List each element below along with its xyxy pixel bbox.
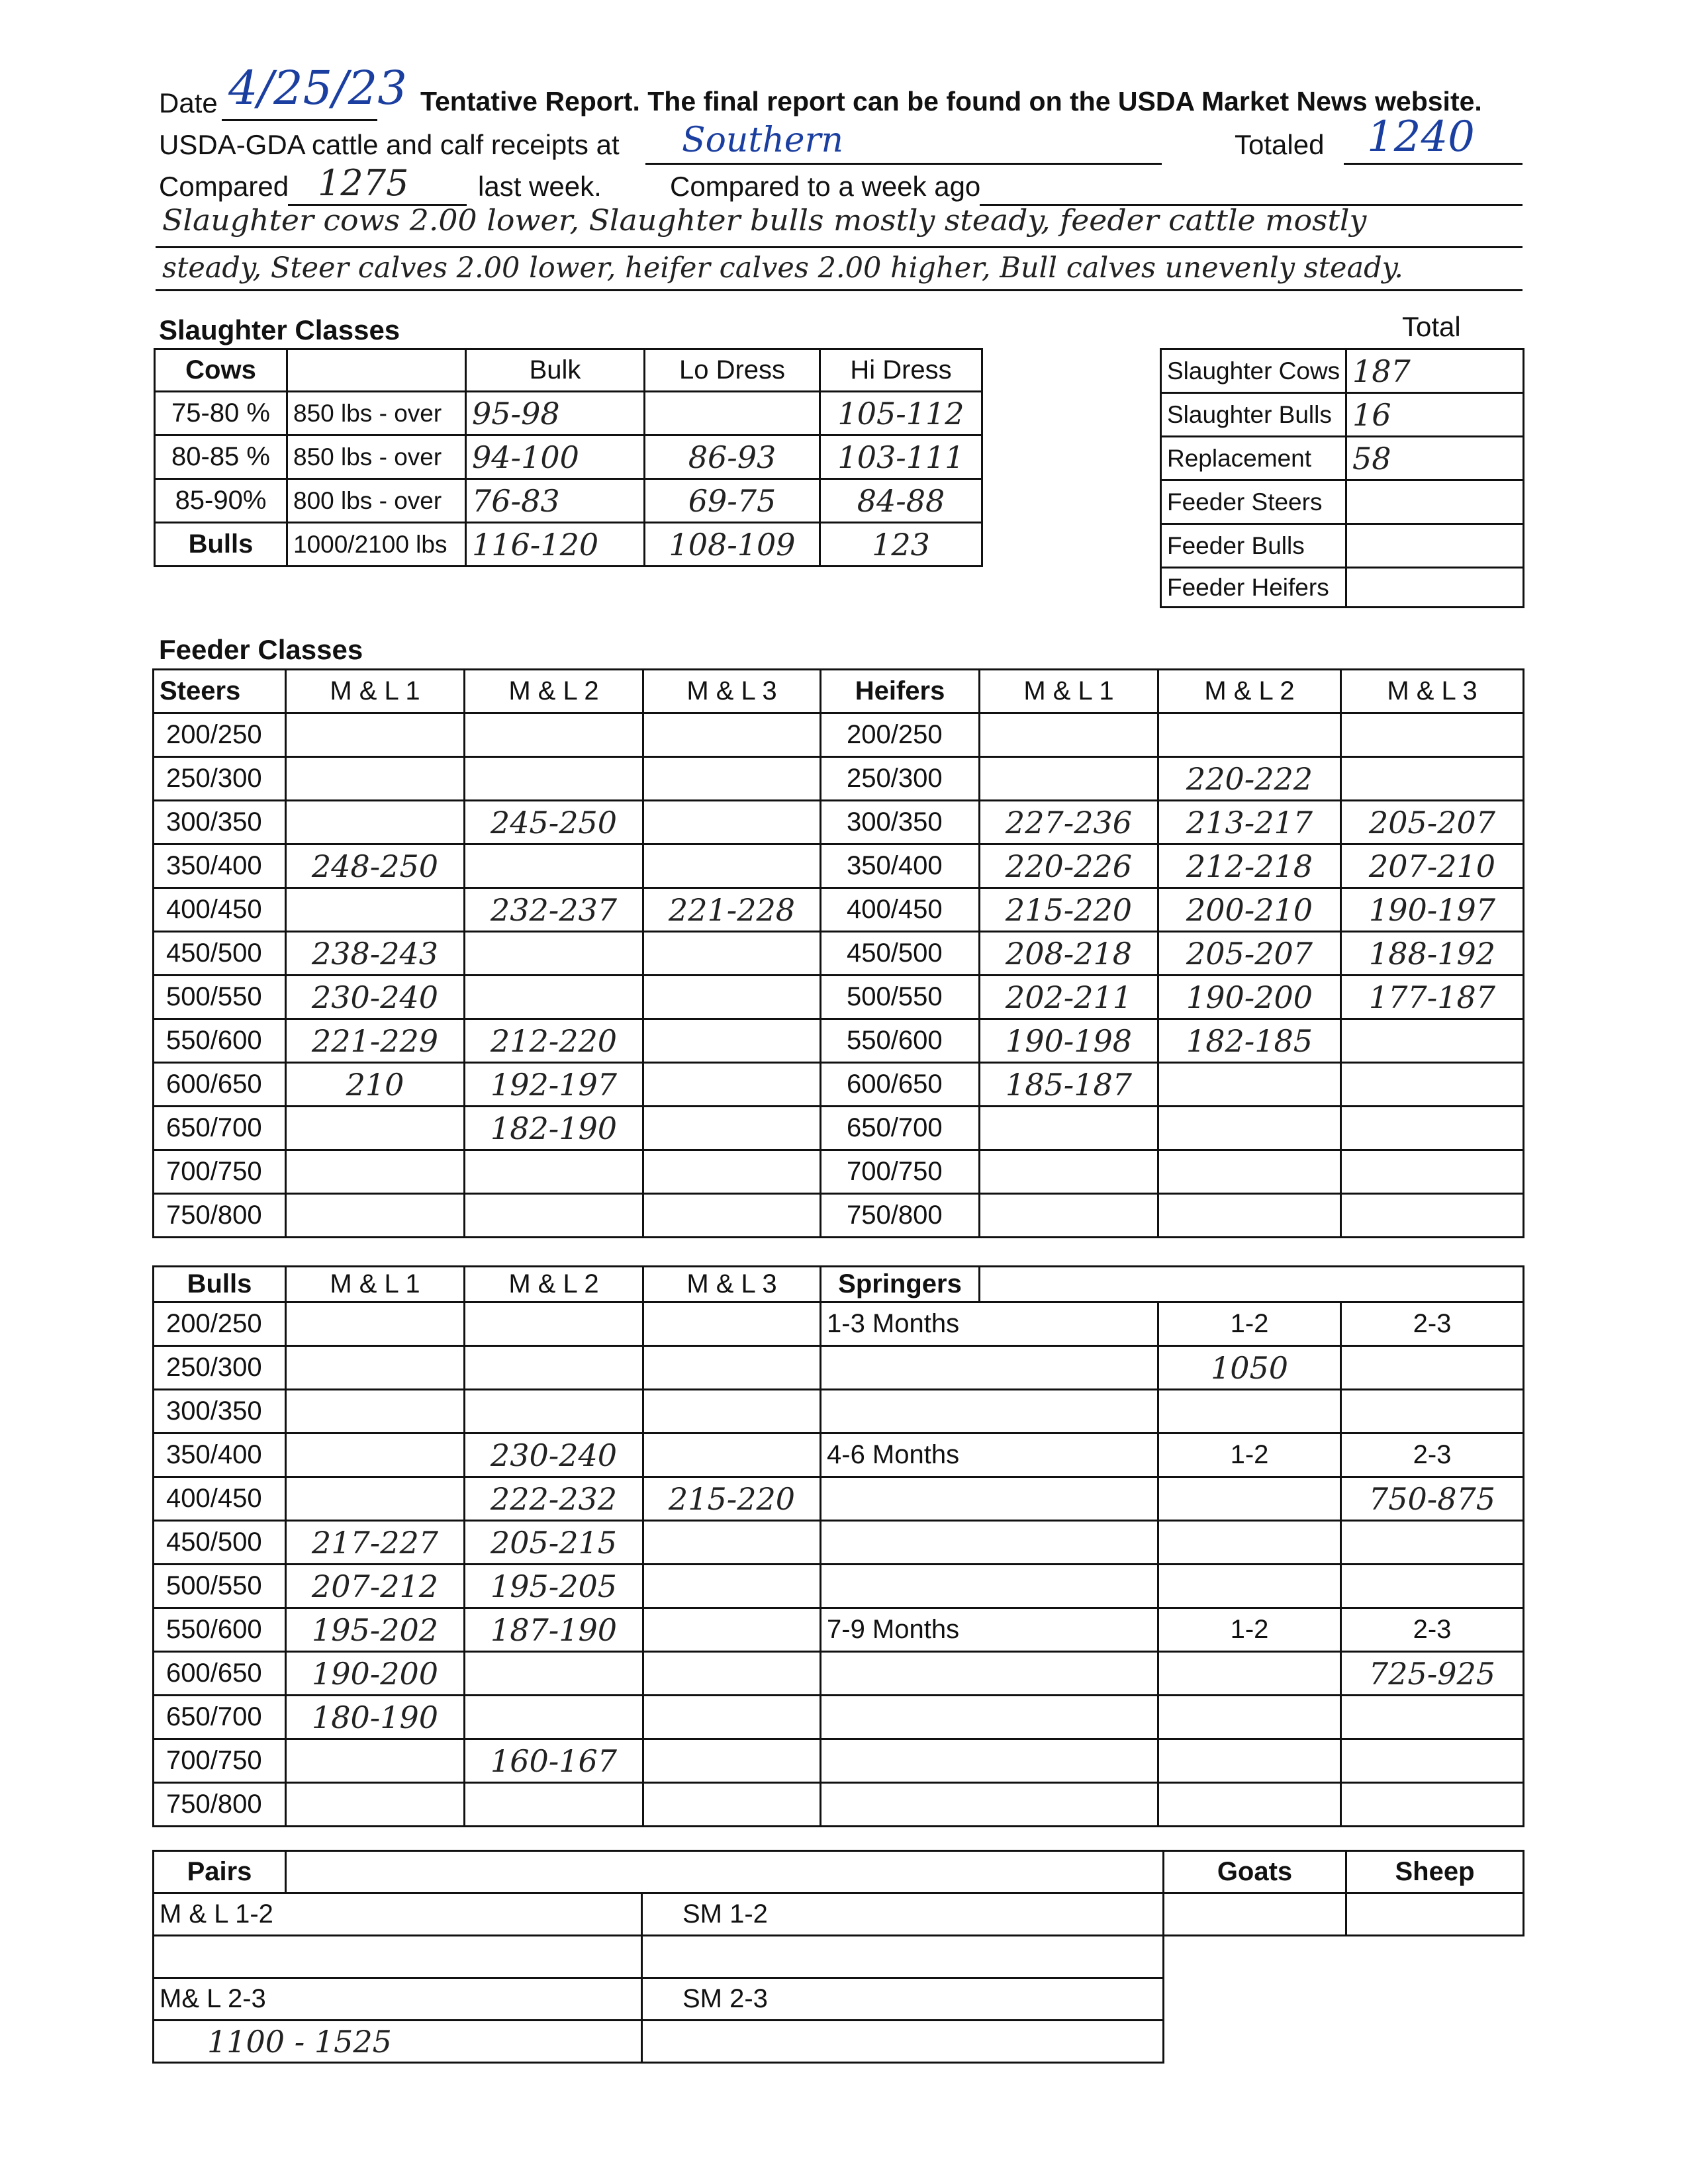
bull-weight-cell: 700/750 — [154, 1739, 286, 1783]
weight-cell: 850 lbs - over — [287, 392, 466, 435]
springer-grade-23-price: 750-875 — [1368, 1480, 1496, 1517]
springer-age-label — [821, 1477, 1158, 1521]
feeder-row — [154, 1150, 1524, 1194]
heifer-weight-cell: 500/550 — [821, 976, 980, 1019]
heifer-ml1-price: 215-220 — [1005, 891, 1133, 928]
bulls-header: Bulls — [154, 1267, 286, 1302]
heifer-ml2-price: 205-207 — [1186, 935, 1313, 972]
grade-cell: 85-90% — [155, 479, 287, 523]
steer-ml1-price: 238-243 — [311, 935, 439, 972]
steer-weight-cell: 500/550 — [154, 976, 286, 1019]
bulk-price: 94-100 — [472, 439, 579, 475]
bull-row — [154, 1433, 1524, 1477]
bull-row — [154, 1783, 1524, 1827]
feeder-row — [154, 888, 1524, 932]
heifer-weight-cell: 600/650 — [821, 1063, 980, 1107]
feeder-row — [154, 976, 1524, 1019]
springer-age-label — [821, 1696, 1158, 1739]
springer-grade-23-label: 2-3 — [1341, 1608, 1524, 1652]
ml23-label: M& L 2-3 — [154, 1978, 642, 2021]
totaled-underline — [1344, 163, 1523, 165]
pairs-table — [152, 1850, 1524, 2064]
total-label: Feeder Bulls — [1161, 524, 1346, 568]
last-week-label: last week. — [478, 171, 602, 202]
weight-cell: 1000/2100 lbs — [287, 523, 466, 567]
bulls-table — [152, 1265, 1524, 1827]
bull-ml2-price: 195-205 — [490, 1568, 618, 1604]
totaled-value: 1240 — [1367, 113, 1475, 161]
feeder-classes-title: Feeder Classes — [159, 634, 363, 665]
springer-age-label — [821, 1739, 1158, 1783]
heifer-weight-cell: 650/700 — [821, 1107, 980, 1150]
total-label: Feeder Steers — [1161, 480, 1346, 524]
total-value: 187 — [1352, 353, 1411, 389]
feeder-row — [154, 713, 1524, 757]
steer-weight-cell: 450/500 — [154, 932, 286, 976]
bull-weight-cell: 200/250 — [154, 1302, 286, 1346]
bull-ml2-price: 222-232 — [490, 1480, 618, 1517]
total-label: Slaughter Bulls — [1161, 393, 1346, 437]
lo-dress-price: 69-75 — [688, 482, 776, 519]
market-comment-line-1: Slaughter cows 2.00 lower, Slaughter bulls mostly steady, feeder cattle mostly — [162, 204, 1367, 238]
sheep-header: Sheep — [1346, 1851, 1524, 1893]
bull-ml2-price: 187-190 — [490, 1612, 618, 1648]
date-label: Date — [159, 87, 218, 118]
heifer-ml2-price: 182-185 — [1186, 1023, 1313, 1059]
bull-weight-cell: 550/600 — [154, 1608, 286, 1652]
springer-age-label — [821, 1521, 1158, 1565]
grade-cell: Bulls — [155, 523, 287, 567]
heifer-ml1-header: M & L 1 — [980, 670, 1158, 713]
total-label: Feeder Heifers — [1161, 568, 1346, 608]
bull-ml1-price: 195-202 — [311, 1612, 439, 1648]
weight-cell: 850 lbs - over — [287, 435, 466, 479]
heifer-weight-cell: 750/800 — [821, 1194, 980, 1238]
feeder-row — [154, 932, 1524, 976]
bull-row — [154, 1302, 1524, 1346]
springer-age-label — [821, 1565, 1158, 1608]
heifer-ml1-price: 227-236 — [1005, 804, 1133, 841]
grade-cell: 75-80 % — [155, 392, 287, 435]
heifer-ml1-price: 220-226 — [1005, 848, 1133, 884]
comment-underline-1 — [156, 246, 1523, 248]
hi-dress-price: 123 — [872, 526, 930, 563]
bull-row — [154, 1477, 1524, 1521]
heifer-weight-cell: 700/750 — [821, 1150, 980, 1194]
bulk-price: 116-120 — [472, 526, 599, 563]
hi-dress-price: 84-88 — [857, 482, 945, 519]
heifer-ml3-price: 207-210 — [1368, 848, 1496, 884]
steer-ml2-price: 245-250 — [490, 804, 618, 841]
springer-age-label: 1-3 Months — [821, 1302, 1158, 1346]
steer-ml2-price: 192-197 — [490, 1066, 618, 1103]
slaughter-classes-title: Slaughter Classes — [159, 314, 400, 345]
springers-header: Springers — [821, 1267, 980, 1302]
heifer-weight-cell: 450/500 — [821, 932, 980, 976]
steers-header: Steers — [154, 670, 286, 713]
heifer-ml1-price: 202-211 — [1005, 979, 1133, 1015]
steer-ml2-price: 232-237 — [490, 891, 618, 928]
feeder-row — [154, 757, 1524, 801]
steer-ml2-price: 212-220 — [490, 1023, 618, 1059]
steer-weight-cell: 600/650 — [154, 1063, 286, 1107]
steer-ml2-header: M & L 2 — [465, 670, 643, 713]
lo-dress-price: 86-93 — [688, 439, 776, 475]
steer-weight-cell: 700/750 — [154, 1150, 286, 1194]
bull-weight-cell: 450/500 — [154, 1521, 286, 1565]
steer-weight-cell: 200/250 — [154, 713, 286, 757]
bull-row — [154, 1652, 1524, 1696]
bull-weight-cell: 600/650 — [154, 1652, 286, 1696]
feeder-row — [154, 1019, 1524, 1063]
steer-weight-cell: 550/600 — [154, 1019, 286, 1063]
springer-age-label — [821, 1390, 1158, 1433]
goats-header: Goats — [1164, 1851, 1346, 1893]
steer-weight-cell: 350/400 — [154, 844, 286, 888]
springer-grade-12-label: 1-2 — [1158, 1433, 1341, 1477]
totaled-label: Totaled — [1235, 129, 1325, 160]
steer-ml3-header: M & L 3 — [643, 670, 821, 713]
heifer-ml1-price: 208-218 — [1005, 935, 1133, 972]
total-value: 16 — [1352, 396, 1391, 433]
bulk-price: 76-83 — [472, 482, 560, 519]
springer-age-label — [821, 1652, 1158, 1696]
ml23-value: 1100 - 1525 — [207, 2023, 392, 2060]
bull-weight-cell: 400/450 — [154, 1477, 286, 1521]
date-underline — [222, 119, 377, 121]
heifer-weight-cell: 350/400 — [821, 844, 980, 888]
heifer-ml2-price: 212-218 — [1186, 848, 1313, 884]
grade-cell: 80-85 % — [155, 435, 287, 479]
steer-ml1-header: M & L 1 — [286, 670, 465, 713]
bull-row — [154, 1739, 1524, 1783]
heifer-ml2-price: 190-200 — [1186, 979, 1313, 1015]
bull-ml1-price: 207-212 — [311, 1568, 439, 1604]
steer-weight-cell: 300/350 — [154, 801, 286, 844]
springer-age-label — [821, 1346, 1158, 1390]
slaughter-table — [154, 348, 983, 567]
feeder-row — [154, 1063, 1524, 1107]
bulk-header: Bulk — [466, 349, 645, 392]
bull-weight-cell: 350/400 — [154, 1433, 286, 1477]
total-value: 58 — [1352, 440, 1391, 477]
steer-ml1-price: 221-229 — [311, 1023, 439, 1059]
heifer-weight-cell: 200/250 — [821, 713, 980, 757]
hi-dress-header: Hi Dress — [820, 349, 982, 392]
steer-ml1-price: 248-250 — [311, 848, 439, 884]
heifers-header: Heifers — [821, 670, 980, 713]
springer-grade-12-label: 1-2 — [1158, 1302, 1341, 1346]
lo-dress-price: 108-109 — [669, 526, 796, 563]
sm23-label: SM 2-3 — [642, 1978, 1164, 2021]
sm12-label: SM 1-2 — [642, 1893, 1164, 1936]
bull-ml2-price: 160-167 — [490, 1743, 618, 1779]
steer-weight-cell: 400/450 — [154, 888, 286, 932]
springer-grade-12-label: 1-2 — [1158, 1608, 1341, 1652]
bull-weight-cell: 500/550 — [154, 1565, 286, 1608]
bull-weight-cell: 650/700 — [154, 1696, 286, 1739]
heifer-weight-cell: 400/450 — [821, 888, 980, 932]
comment-underline-2 — [156, 289, 1523, 291]
bull-ml1-price: 217-227 — [311, 1524, 439, 1561]
heifer-ml2-price: 213-217 — [1186, 804, 1313, 841]
heifer-ml3-price: 188-192 — [1368, 935, 1496, 972]
bull-row — [154, 1346, 1524, 1390]
total-title: Total — [1402, 311, 1461, 342]
bull-ml1-header: M & L 1 — [286, 1267, 465, 1302]
receipts-label: USDA-GDA cattle and calf receipts at — [159, 129, 620, 160]
bull-weight-cell: 750/800 — [154, 1783, 286, 1827]
bull-row — [154, 1390, 1524, 1433]
steer-weight-cell: 250/300 — [154, 757, 286, 801]
heifer-ml2-header: M & L 2 — [1158, 670, 1341, 713]
market-value: Southern — [682, 120, 843, 160]
springer-grade-12-price: 1050 — [1210, 1349, 1289, 1386]
heifer-ml3-price: 177-187 — [1368, 979, 1496, 1015]
market-underline — [645, 163, 1162, 165]
steer-ml1-price: 210 — [346, 1066, 404, 1103]
feeder-row — [154, 1194, 1524, 1238]
heifer-weight-cell: 250/300 — [821, 757, 980, 801]
weight-cell: 800 lbs - over — [287, 479, 466, 523]
totals-table — [1160, 348, 1524, 608]
bull-ml1-price: 180-190 — [311, 1699, 439, 1735]
feeder-table — [152, 668, 1524, 1238]
bull-row — [154, 1521, 1524, 1565]
bull-row — [154, 1608, 1524, 1652]
bull-weight-cell: 300/350 — [154, 1390, 286, 1433]
springer-grade-23-price: 725-925 — [1368, 1655, 1496, 1692]
compared-value: 1275 — [318, 162, 409, 204]
week-ago-label: Compared to a week ago — [670, 171, 981, 202]
bull-row — [154, 1565, 1524, 1608]
feeder-row — [154, 844, 1524, 888]
compared-label: Compared — [159, 171, 289, 202]
heifer-ml3-price: 190-197 — [1368, 891, 1496, 928]
total-label: Replacement — [1161, 437, 1346, 480]
heifer-ml1-price: 190-198 — [1005, 1023, 1133, 1059]
springer-age-label: 7-9 Months — [821, 1608, 1158, 1652]
tentative-notice: Tentative Report. The final report can be found on the USDA Market News website. — [420, 86, 1482, 116]
date-value: 4/25/23 — [228, 61, 407, 115]
steer-ml3-price: 221-228 — [668, 891, 796, 928]
steer-ml2-price: 182-190 — [490, 1110, 618, 1146]
lo-dress-header: Lo Dress — [645, 349, 820, 392]
heifer-ml2-price: 220-222 — [1186, 760, 1313, 797]
steer-weight-cell: 750/800 — [154, 1194, 286, 1238]
bull-ml3-header: M & L 3 — [643, 1267, 821, 1302]
total-label: Slaughter Cows — [1161, 349, 1346, 393]
steer-weight-cell: 650/700 — [154, 1107, 286, 1150]
bulk-price: 95-98 — [472, 395, 560, 432]
bull-ml2-price: 205-215 — [490, 1524, 618, 1561]
cows-header: Cows — [155, 349, 287, 392]
heifer-weight-cell: 300/350 — [821, 801, 980, 844]
heifer-ml3-price: 205-207 — [1368, 804, 1496, 841]
bull-row — [154, 1696, 1524, 1739]
bull-ml1-price: 190-200 — [311, 1655, 439, 1692]
heifer-ml1-price: 185-187 — [1005, 1066, 1133, 1103]
bull-ml2-price: 230-240 — [490, 1437, 618, 1473]
heifer-ml3-header: M & L 3 — [1341, 670, 1524, 713]
feeder-row — [154, 1107, 1524, 1150]
steer-ml1-price: 230-240 — [311, 979, 439, 1015]
springer-grade-23-label: 2-3 — [1341, 1433, 1524, 1477]
market-comment-line-2: steady, Steer calves 2.00 lower, heifer calves 2.00 higher, Bull calves unevenly steady. — [162, 251, 1403, 285]
feeder-row — [154, 801, 1524, 844]
springer-age-label: 4-6 Months — [821, 1433, 1158, 1477]
hi-dress-price: 103-111 — [837, 439, 964, 475]
pairs-header: Pairs — [154, 1851, 286, 1893]
springer-age-label — [821, 1783, 1158, 1827]
ml12-label: M & L 1-2 — [154, 1893, 642, 1936]
heifer-ml2-price: 200-210 — [1186, 891, 1313, 928]
springer-grade-23-label: 2-3 — [1341, 1302, 1524, 1346]
weight-header — [287, 349, 466, 392]
bull-ml2-header: M & L 2 — [465, 1267, 643, 1302]
bull-weight-cell: 250/300 — [154, 1346, 286, 1390]
heifer-weight-cell: 550/600 — [821, 1019, 980, 1063]
bull-ml3-price: 215-220 — [668, 1480, 796, 1517]
hi-dress-price: 105-112 — [837, 395, 964, 432]
